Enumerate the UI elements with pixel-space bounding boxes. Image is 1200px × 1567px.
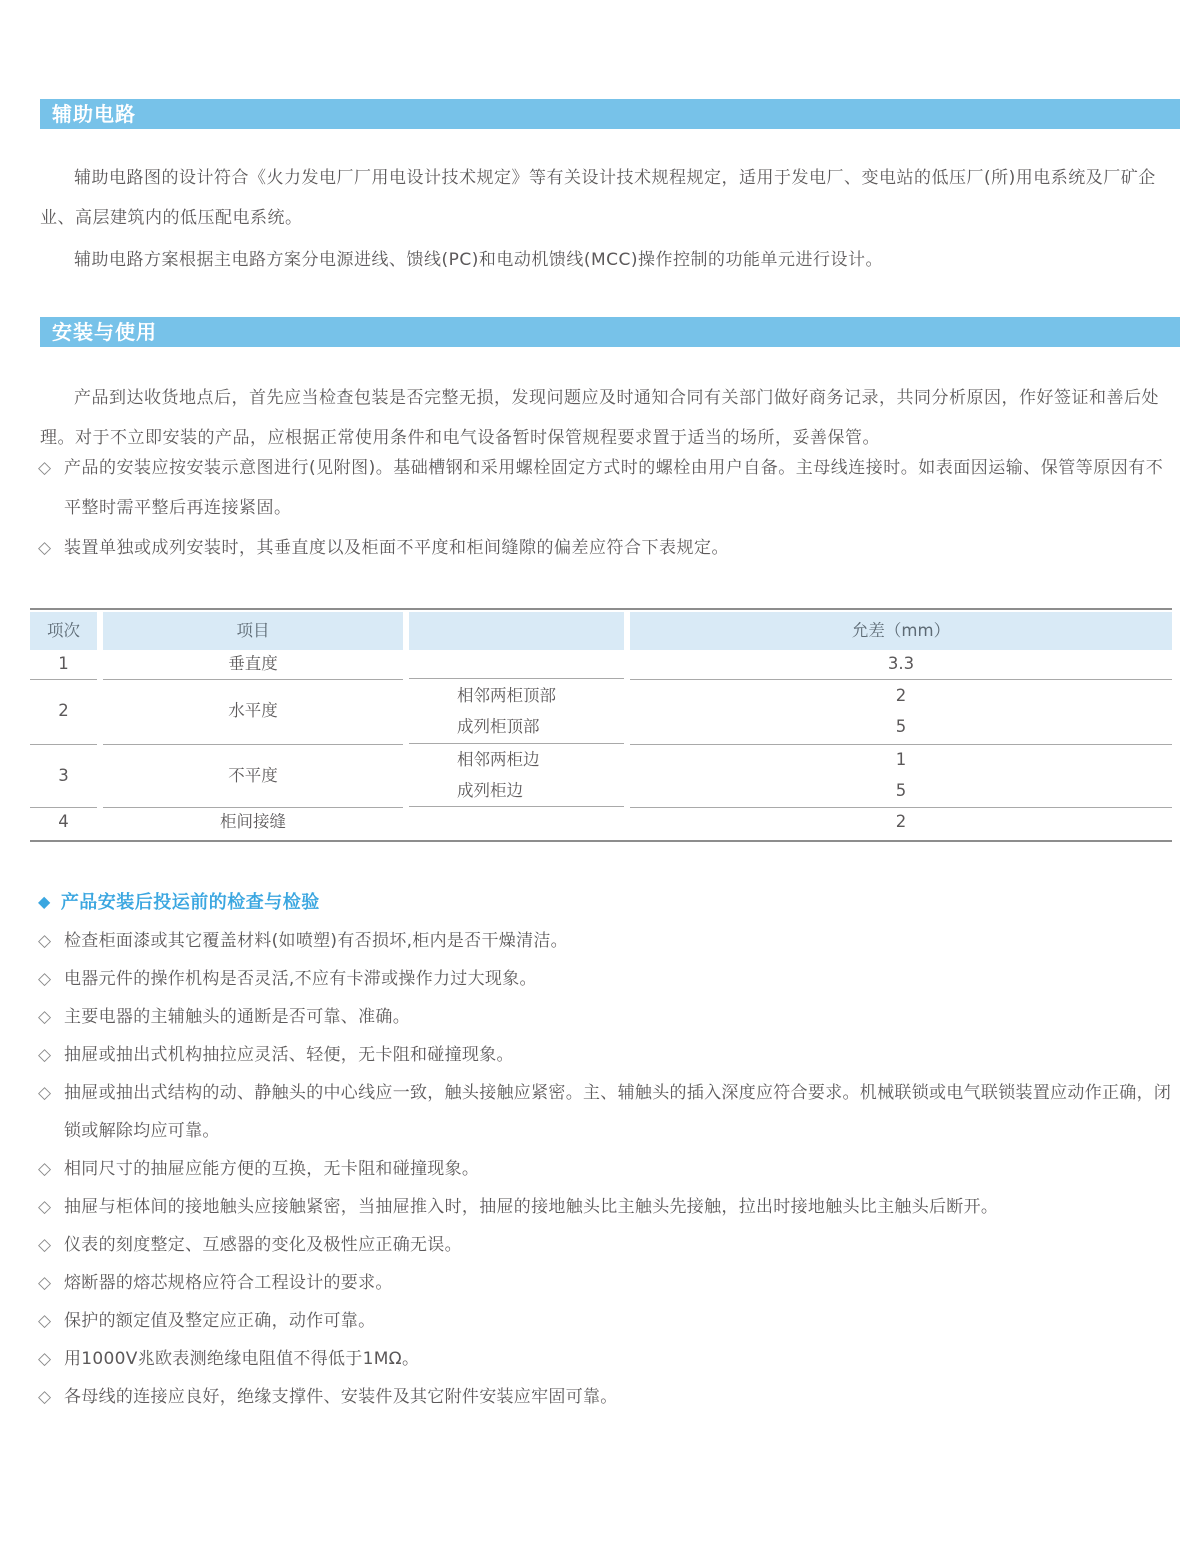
cell-text: 2 [58,701,69,720]
column-header: 项目 [103,612,403,650]
column-header [409,612,624,650]
open-diamond-icon: ◇ [38,458,52,478]
cell-text: 相邻两柜边 [457,750,540,769]
bullet-item [38,448,1178,528]
table-cell [630,744,1172,808]
bullet-item [38,528,1178,568]
column-header: 允差（mm） [630,612,1172,650]
checklist-item [38,1302,1178,1340]
tolerance-table [30,608,1172,842]
checklist [38,922,1178,1416]
open-diamond-icon: ◇ [38,538,52,558]
open-diamond-icon: ◇ [38,1007,52,1027]
table-row [30,650,1172,678]
table-row [30,744,1172,804]
table-cell: 3.3 [630,650,1172,680]
table-cell [409,678,624,744]
section-title: 安装与使用 [52,320,157,344]
cell-text: 相邻两柜顶部 [457,685,556,705]
checklist-item [38,1150,1178,1188]
checklist-item [38,1188,1178,1226]
checklist-item-text: 仪表的刻度整定、互感器的变化及极性应正确无误。 [64,1235,462,1255]
table-row [30,678,1172,744]
checklist-item [38,960,1178,998]
table-cell [30,678,97,745]
checklist-item-text: 抽屉或抽出式机构抽拉应灵活、轻便，无卡阻和碰撞现象。 [64,1045,514,1065]
column-header: 项次 [30,612,97,650]
checklist-item [38,922,1178,960]
cell-text: 成列柜顶部 [457,716,540,736]
table-cell: 2 [895,812,907,831]
bullet-text: 产品的安装应按安装示意图进行(见附图)。基础槽钢和采用螺栓固定方式时的螺栓由用户自备。主母线连接时。如表面因运输、保管等原因有不平整时需平整后再连接紧固。 [64,458,1164,518]
checklist-item-text: 检查柜面漆或其它覆盖材料(如喷塑)有否损坏,柜内是否干燥清洁。 [64,931,568,951]
table-cell [30,744,97,808]
checklist-item-text: 抽屉或抽出式结构的动、静触头的中心线应一致，触头接触应紧密。主、辅触头的插入深度应符合要求。机械联锁或电气联锁装置应动作正确，闭锁或解除均应可靠。 [64,1083,1172,1141]
table-cell [630,678,1172,745]
checklist-item-text: 电器元件的操作机构是否灵活,不应有卡滞或操作力过大现象。 [64,969,537,989]
section-band-installation-use [40,317,1180,347]
cell-text: 成列柜边 [457,781,523,800]
checklist-item [38,1264,1178,1302]
checklist-item-text: 主要电器的主辅触头的通断是否可靠、准确。 [64,1007,410,1027]
checklist-item-text: 相同尺寸的抽屉应能方便的互换，无卡阻和碰撞现象。 [64,1159,480,1179]
section-band-auxiliary-circuit [40,99,1180,129]
table-cell [103,678,403,745]
checklist-item-text: 各母线的连接应良好，绝缘支撑件、安装件及其它附件安装应牢固可靠。 [64,1387,618,1407]
open-diamond-icon: ◇ [38,1235,52,1255]
open-diamond-icon: ◇ [38,1045,52,1065]
table-cell: 垂直度 [103,650,403,680]
checklist-item-text: 用1000V兆欧表测绝缘电阻值不得低于1MΩ。 [64,1349,420,1369]
cell-text: 3 [58,765,69,785]
table-cell [409,804,624,840]
checklist-item [38,1226,1178,1264]
checklist-item-text: 抽屉与柜体间的接地触头应接触紧密，当抽屉推入时，抽屉的接地触头比主触头先接触，拉出时接地触头比主触头后断开。 [64,1197,999,1217]
open-diamond-icon: ◇ [38,1311,52,1331]
cell-text: 5 [895,716,907,736]
cell-text: 水平度 [228,701,278,720]
open-diamond-icon: ◇ [38,1387,52,1407]
open-diamond-icon: ◇ [38,1159,52,1179]
open-diamond-icon: ◇ [38,1273,52,1293]
open-diamond-icon: ◇ [38,1197,52,1217]
table-cell [409,744,624,807]
filled-diamond-icon: ◆ [38,891,51,911]
open-diamond-icon: ◇ [38,969,52,989]
table-cell: 柜间接缝 [220,812,286,831]
checklist-title: 产品安装后投运前的检查与检验 [60,892,320,913]
checklist-heading [38,888,320,914]
table-cell: 1 [30,650,97,680]
open-diamond-icon: ◇ [38,1349,52,1369]
open-diamond-icon: ◇ [38,1083,52,1103]
checklist-item [38,1036,1178,1074]
checklist-item [38,1378,1178,1416]
table-row [30,804,1172,840]
table-cell [409,650,624,679]
section-title: 辅助电路 [52,102,136,126]
cell-text: 1 [895,750,907,769]
checklist-item [38,1074,1178,1150]
cell-text: 不平度 [228,765,278,785]
open-diamond-icon: ◇ [38,931,52,951]
cell-text: 2 [895,685,907,705]
checklist-item-text: 熔断器的熔芯规格应符合工程设计的要求。 [64,1273,393,1293]
bullet-text: 装置单独或成列安装时，其垂直度以及柜面不平度和柜间缝隙的偏差应符合下表规定。 [64,538,729,558]
checklist-item [38,1340,1178,1378]
paragraph: 辅助电路方案根据主电路方案分电源进线、馈线(PC)和电动机馈线(MCC)操作控制的功能单元进行设计。 [74,250,884,270]
table-header-row [30,612,1172,650]
table-cell: 4 [58,812,69,831]
cell-text: 5 [895,781,907,800]
table-cell [103,744,403,808]
paragraph: 辅助电路图的设计符合《火力发电厂厂用电设计技术规定》等有关设计技术规程规定，适用于发电厂、变电站的低压厂(所)用电系统及厂矿企业、高层建筑内的低压配电系统。 [40,168,1156,228]
paragraph: 产品到达收货地点后，首先应当检查包装是否完整无损，发现问题应及时通知合同有关部门做好商务记录，共同分析原因，作好签证和善后处理。对于不立即安装的产品，应根据正常使用条件和电气设备暂时保管规程要求置于适当的场所，妥善保管。 [40,388,1159,448]
checklist-item-text: 保护的额定值及整定应正确，动作可靠。 [64,1311,376,1331]
checklist-item [38,998,1178,1036]
